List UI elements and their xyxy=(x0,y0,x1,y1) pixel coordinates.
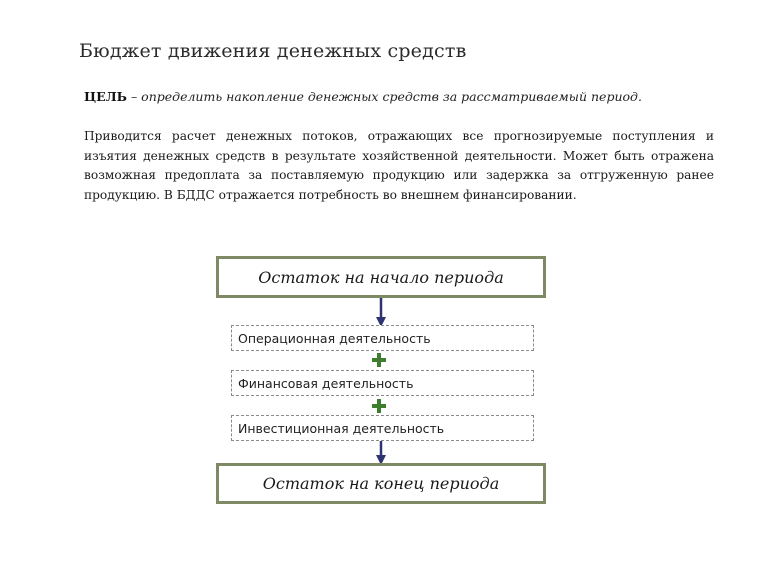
activity-investment-box: Инвестиционная деятельность xyxy=(231,415,534,441)
start-balance-box: Остаток на начало периода xyxy=(216,256,546,298)
activity-financial-box: Финансовая деятельность xyxy=(231,370,534,396)
end-balance-box: Остаток на конец периода xyxy=(216,463,546,504)
goal-text: – определить накопление денежных средств за рассматриваемый период. xyxy=(126,89,642,104)
plus-icon xyxy=(372,353,386,367)
plus-icon xyxy=(372,399,386,413)
goal-statement xyxy=(84,89,734,104)
page-title: Бюджет движения денежных средств xyxy=(79,40,467,62)
description-paragraph: Приводится расчет денежных потоков, отражающих все прогнозируемые поступления и изъятия денежных средств в результате хозяйственной деятельности. Может быть отражена возможная предоплата за поставляемую продукцию или задержка за отгруженную ранее продукцию. В БДДС отражается потребность во внешнем финансировании. xyxy=(84,129,714,203)
goal-label: ЦЕЛЬ xyxy=(84,89,127,104)
activity-operational-box: Операционная деятельность xyxy=(231,325,534,351)
